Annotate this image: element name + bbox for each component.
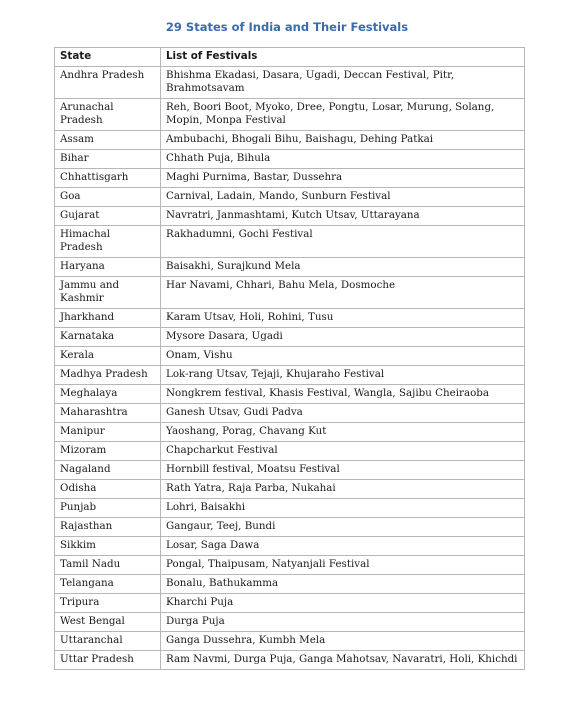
festivals-cell: Ram Navmi, Durga Puja, Ganga Mahotsav, Navaratri, Holi, Khichdi: [161, 651, 525, 670]
state-cell: Maharashtra: [55, 404, 161, 423]
table-row: [55, 328, 525, 347]
table-row: [55, 556, 525, 575]
festivals-cell: Baisakhi, Surajkund Mela: [161, 258, 525, 277]
festivals-cell: Ganga Dussehra, Kumbh Mela: [161, 632, 525, 651]
table-row: [55, 67, 525, 99]
festivals-cell: Rakhadumni, Gochi Festival: [161, 226, 525, 258]
table-row: [55, 537, 525, 556]
state-cell: Karnataka: [55, 328, 161, 347]
state-cell: Telangana: [55, 575, 161, 594]
column-header-state: State: [55, 48, 161, 67]
festivals-cell: Karam Utsav, Holi, Rohini, Tusu: [161, 309, 525, 328]
festivals-cell: Chhath Puja, Bihula: [161, 150, 525, 169]
festivals-cell: Gangaur, Teej, Bundi: [161, 518, 525, 537]
state-cell: Himachal Pradesh: [55, 226, 161, 258]
state-cell: Meghalaya: [55, 385, 161, 404]
festivals-cell: Durga Puja: [161, 613, 525, 632]
table-row: [55, 461, 525, 480]
festivals-cell: Carnival, Ladain, Mando, Sunburn Festival: [161, 188, 525, 207]
festivals-cell: Nongkrem festival, Khasis Festival, Wangla, Sajibu Cheiraoba: [161, 385, 525, 404]
state-cell: Assam: [55, 131, 161, 150]
table-row: [55, 480, 525, 499]
state-cell: Chhattisgarh: [55, 169, 161, 188]
festivals-cell: Yaoshang, Porag, Chavang Kut: [161, 423, 525, 442]
table-row: [55, 385, 525, 404]
state-cell: Jammu and Kashmir: [55, 277, 161, 309]
table-row: [55, 188, 525, 207]
festivals-cell: Mysore Dasara, Ugadi: [161, 328, 525, 347]
state-cell: Rajasthan: [55, 518, 161, 537]
festivals-cell: Reh, Boori Boot, Myoko, Dree, Pongtu, Losar, Murung, Solang, Mopin, Monpa Festival: [161, 99, 525, 131]
table-body: [55, 67, 525, 670]
table-row: [55, 499, 525, 518]
table-row: [55, 442, 525, 461]
state-cell: Haryana: [55, 258, 161, 277]
state-cell: Goa: [55, 188, 161, 207]
table-row: [55, 99, 525, 131]
festivals-cell: Lok-rang Utsav, Tejaji, Khujaraho Festival: [161, 366, 525, 385]
state-cell: Kerala: [55, 347, 161, 366]
table-row: [55, 207, 525, 226]
table-row: [55, 277, 525, 309]
state-cell: Nagaland: [55, 461, 161, 480]
state-cell: Uttar Pradesh: [55, 651, 161, 670]
festivals-table: [54, 47, 525, 670]
state-cell: Jharkhand: [55, 309, 161, 328]
table-row: [55, 613, 525, 632]
table-row: [55, 150, 525, 169]
table-row: [55, 258, 525, 277]
festivals-cell: Ambubachi, Bhogali Bihu, Baishagu, Dehing Patkai: [161, 131, 525, 150]
festivals-cell: Rath Yatra, Raja Parba, Nukahai: [161, 480, 525, 499]
state-cell: Tamil Nadu: [55, 556, 161, 575]
table-row: [55, 169, 525, 188]
state-cell: Madhya Pradesh: [55, 366, 161, 385]
state-cell: Mizoram: [55, 442, 161, 461]
table-row: [55, 347, 525, 366]
table-row: [55, 632, 525, 651]
festivals-cell: Pongal, Thaipusam, Natyanjali Festival: [161, 556, 525, 575]
table-row: [55, 366, 525, 385]
column-header-festivals: List of Festivals: [161, 48, 525, 67]
festivals-cell: Lohri, Baisakhi: [161, 499, 525, 518]
festivals-cell: Bonalu, Bathukamma: [161, 575, 525, 594]
festivals-cell: Chapcharkut Festival: [161, 442, 525, 461]
state-cell: Uttaranchal: [55, 632, 161, 651]
state-cell: Punjab: [55, 499, 161, 518]
table-row: [55, 131, 525, 150]
table-row: [55, 575, 525, 594]
state-cell: Odisha: [55, 480, 161, 499]
state-cell: Manipur: [55, 423, 161, 442]
table-row: [55, 309, 525, 328]
table-row: [55, 518, 525, 537]
festivals-cell: Losar, Saga Dawa: [161, 537, 525, 556]
state-cell: Sikkim: [55, 537, 161, 556]
festivals-cell: Bhishma Ekadasi, Dasara, Ugadi, Deccan Festival, Pitr, Brahmotsavam: [161, 67, 525, 99]
table-row: [55, 651, 525, 670]
festivals-cell: Maghi Purnima, Bastar, Dussehra: [161, 169, 525, 188]
festivals-cell: Hornbill festival, Moatsu Festival: [161, 461, 525, 480]
state-cell: Gujarat: [55, 207, 161, 226]
state-cell: Andhra Pradesh: [55, 67, 161, 99]
festivals-cell: Har Navami, Chhari, Bahu Mela, Dosmoche: [161, 277, 525, 309]
table-row: [55, 594, 525, 613]
festivals-cell: Navratri, Janmashtami, Kutch Utsav, Uttarayana: [161, 207, 525, 226]
table-row: [55, 226, 525, 258]
table-row: [55, 423, 525, 442]
table-header-row: [55, 48, 525, 67]
festivals-cell: Onam, Vishu: [161, 347, 525, 366]
state-cell: West Bengal: [55, 613, 161, 632]
page-title: 29 States of India and Their Festivals: [165, 20, 409, 34]
state-cell: Bihar: [55, 150, 161, 169]
state-cell: Tripura: [55, 594, 161, 613]
table-row: [55, 404, 525, 423]
state-cell: Arunachal Pradesh: [55, 99, 161, 131]
festivals-cell: Kharchi Puja: [161, 594, 525, 613]
festivals-cell: Ganesh Utsav, Gudi Padva: [161, 404, 525, 423]
